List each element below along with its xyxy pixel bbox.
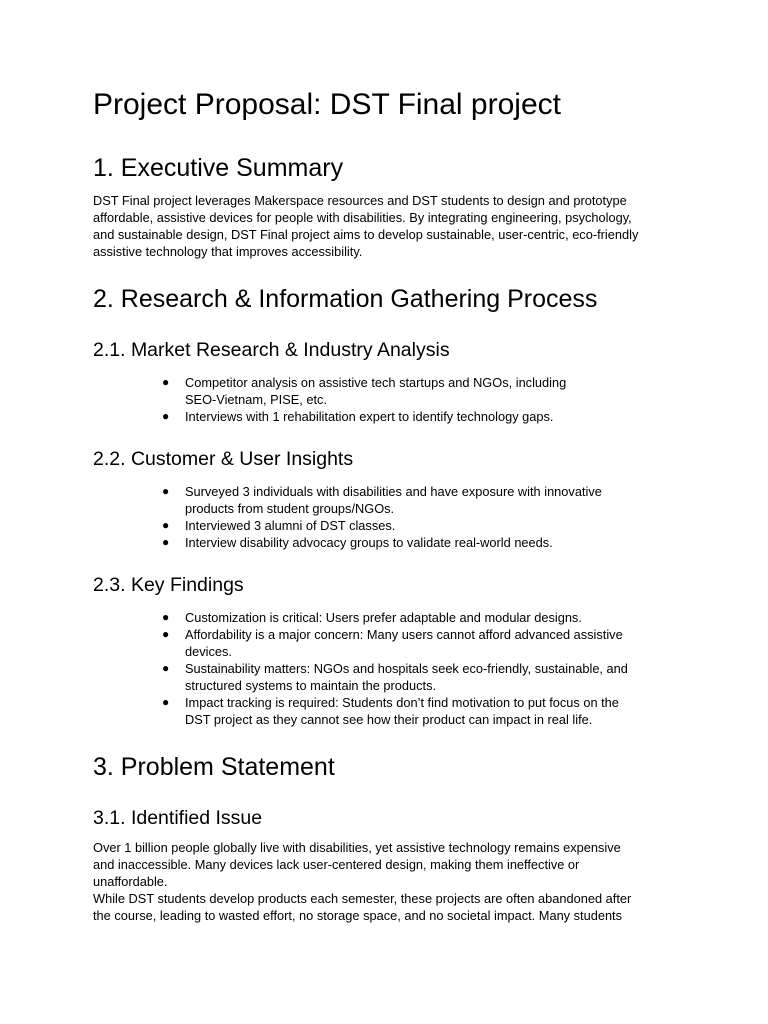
- heading-problem-statement: 3. Problem Statement: [93, 753, 335, 781]
- paragraph-line: unaffordable.: [93, 874, 168, 889]
- bullet-icon: ●: [162, 610, 170, 624]
- paragraph-line: and inaccessible. Many devices lack user-centered design, making them ineffective or: [93, 857, 580, 872]
- list-item-line: devices.: [185, 644, 232, 659]
- list-item: [0, 660, 768, 694]
- list-item: [0, 408, 768, 425]
- list-item-line: Surveyed 3 individuals with disabilities and have exposure with innovative: [185, 484, 602, 499]
- list-item-line: Interviewed 3 alumni of DST classes.: [185, 518, 396, 533]
- paragraph-line: While DST students develop products each semester, these projects are often abandoned after: [93, 891, 632, 906]
- paragraph-line: the course, leading to wasted effort, no storage space, and no societal impact. Many students: [93, 908, 623, 923]
- bullet-icon: ●: [162, 627, 170, 641]
- list-item-line: Impact tracking is required: Students don’t find motivation to put focus on the: [185, 695, 619, 710]
- market-research-list: [0, 374, 768, 425]
- list-item: [0, 483, 768, 517]
- list-item-line: Customization is critical: Users prefer adaptable and modular designs.: [185, 610, 582, 625]
- customer-insights-list: [0, 483, 768, 551]
- bullet-icon: ●: [162, 518, 170, 532]
- list-item-line: DST project as they cannot see how their product can impact in real life.: [185, 712, 593, 727]
- bullet-icon: ●: [162, 484, 170, 498]
- heading-executive-summary: 1. Executive Summary: [93, 154, 344, 182]
- list-item-line: Competitor analysis on assistive tech startups and NGOs, including: [185, 375, 567, 390]
- list-item: [0, 609, 768, 626]
- list-item: [0, 534, 768, 551]
- identified-issue-paragraph: [93, 839, 683, 924]
- list-item: [0, 626, 768, 660]
- paragraph-line: DST Final project leverages Makerspace resources and DST students to design and prototype: [93, 193, 627, 208]
- list-item: [0, 694, 768, 728]
- heading-market-research: 2.1. Market Research & Industry Analysis: [93, 339, 450, 361]
- bullet-icon: ●: [162, 661, 170, 675]
- list-item: [0, 374, 768, 408]
- paragraph-line: and sustainable design, DST Final project aims to develop sustainable, user-centric, eco-friendly: [93, 227, 639, 242]
- bullet-icon: ●: [162, 375, 170, 389]
- bullet-icon: ●: [162, 695, 170, 709]
- bullet-icon: ●: [162, 409, 170, 423]
- paragraph-line: Over 1 billion people globally live with disabilities, yet assistive technology remains expensive: [93, 840, 621, 855]
- list-item-line: structured systems to maintain the products.: [185, 678, 437, 693]
- heading-identified-issue: 3.1. Identified Issue: [93, 807, 263, 829]
- heading-customer-insights: 2.2. Customer & User Insights: [93, 448, 354, 470]
- paragraph-line: affordable, assistive devices for people with disabilities. By integrating engineering, psychology,: [93, 210, 632, 225]
- list-item: [0, 517, 768, 534]
- bullet-icon: ●: [162, 535, 170, 549]
- heading-key-findings: 2.3. Key Findings: [93, 574, 244, 596]
- list-item-line: products from student groups/NGOs.: [185, 501, 395, 516]
- list-item-line: Affordability is a major concern: Many users cannot afford advanced assistive: [185, 627, 623, 642]
- list-item-line: Sustainability matters: NGOs and hospitals seek eco-friendly, sustainable, and: [185, 661, 628, 676]
- heading-research: 2. Research & Information Gathering Process: [93, 285, 598, 313]
- paragraph-line: assistive technology that improves accessibility.: [93, 244, 363, 259]
- executive-summary-paragraph: [93, 192, 683, 260]
- list-item-line: Interview disability advocacy groups to validate real-world needs.: [185, 535, 553, 550]
- key-findings-list: [0, 609, 768, 728]
- list-item-line: SEO-Vietnam, PISE, etc.: [185, 392, 328, 407]
- list-item-line: Interviews with 1 rehabilitation expert to identify technology gaps.: [185, 409, 554, 424]
- document-title: Project Proposal: DST Final project: [93, 88, 561, 121]
